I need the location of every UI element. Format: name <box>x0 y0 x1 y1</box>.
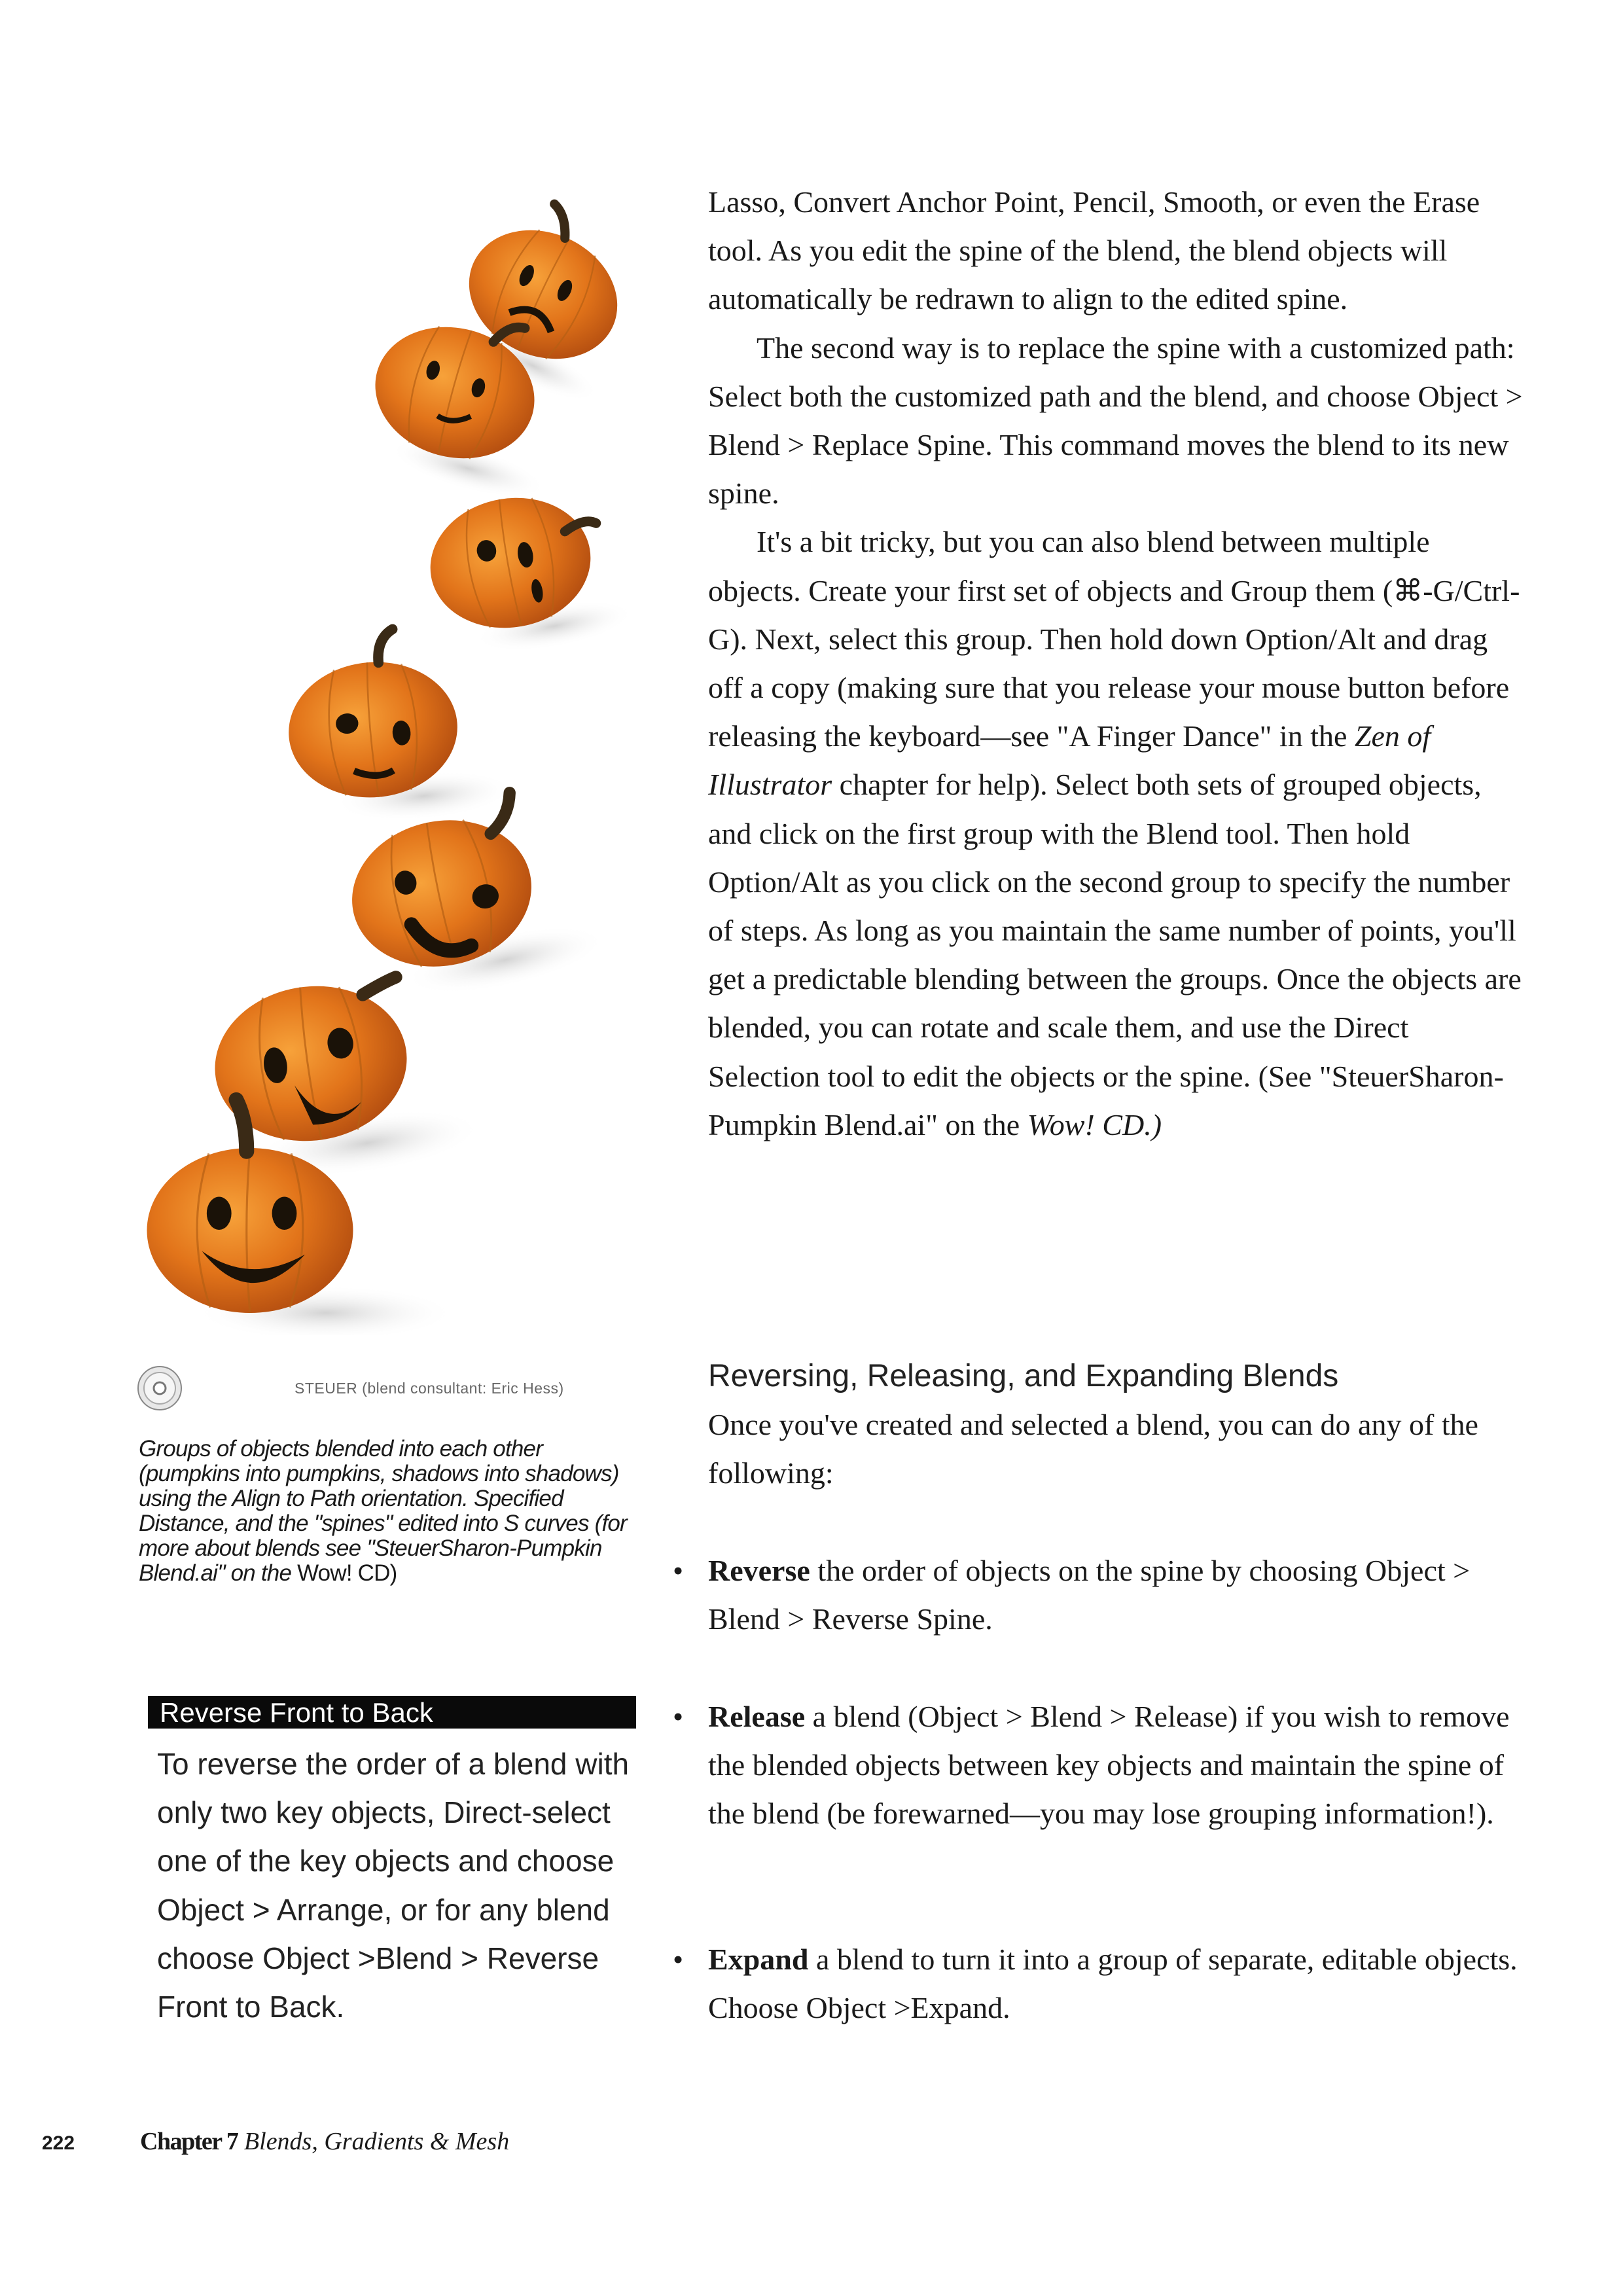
figure-caption: Groups of objects blended into each other (pumpkins into pumpkins, shadows into shadows) using the Align to Path orientation. Specified Distance, and the "spines" edited into S curves (for more about blends see "SteuerSharon-Pumpkin Blend.ai" on the Wow! CD) <box>139 1436 627 1586</box>
section-heading: Reversing, Releasing, and Expanding Blends <box>708 1359 1339 1393</box>
wow-cd-reference: Wow! CD.) <box>1027 1107 1162 1141</box>
cd-icon <box>136 1365 183 1412</box>
pumpkin-blend-illustration <box>131 183 668 1335</box>
figure-credit: STEUER (blend consultant: Eric Hess) <box>294 1380 564 1397</box>
pumpkin-face-4 <box>280 620 516 831</box>
paragraph-multiple-objects: It's a bit tricky, but you can also blend between multiple objects. Create your first set of objects and Group them (⌘-G/Ctrl-G). Next, select this group. Then hold down Option/Alt and drag off a copy (making sure that you release your mouse button before releasing the keyboard—see "A Finger Dance" in the Zen of Illustrator chapter for help). Select both sets of grouped objects, and click on the first group with the Blend tool. Then hold Option/Alt as you click on the second group to specify the number of steps. As long as you maintain the same number of points, you'll get a predictable blending between the groups. Once the objects are blended, you can rotate and scale them, and use the Direct Selection tool to edit the objects or the spine. (See "SteuerSharon-Pumpkin Blend.ai" on the Wow! CD.) <box>708 525 1522 1141</box>
paragraph-spine-edit: Lasso, Convert Anchor Point, Pencil, Smooth, or even the Erase tool. As you edit the spine of the blend, the blend objects will automatically be redrawn to align to the edited spine. <box>708 185 1480 316</box>
bullet-release: • Release a blend (Object > Blend > Release) if you wish to remove the blended objects between key objects and maintain the spine of the blend (be forewarned—you may lose grouping information!). <box>708 1693 1523 1839</box>
section-intro: Once you've created and selected a blend, you can do any of the following: <box>708 1408 1478 1490</box>
chapter-footer: Chapter 7 Blends, Gradients & Mesh <box>140 2128 510 2155</box>
paragraph-replace-spine: The second way is to replace the spine with a customized path: Select both the customized path and the blend, and choose Object > Blend > Replace Spine. This command moves the blend to its new spine. <box>708 331 1523 511</box>
main-text-column <box>708 178 1523 1149</box>
bullet-icon: • <box>673 1700 684 1733</box>
pumpkin-face-3 <box>420 480 637 666</box>
bullet-icon: • <box>673 1554 684 1587</box>
bullet-expand: • Expand a blend to turn it into a group of separate, editable objects. Choose Object >Expand. <box>708 1935 1523 2032</box>
book-chapter-reference: Zen of Illustrator <box>708 719 1431 802</box>
bullet-reverse: • Reverse the order of objects on the spine by choosing Object > Blend > Reverse Spine. <box>708 1547 1523 1643</box>
tip-title: Reverse Front to Back <box>148 1696 636 1729</box>
page-number: 222 <box>42 2132 75 2154</box>
bullet-icon: • <box>673 1943 684 1976</box>
tip-body: To reverse the order of a blend with only two key objects, Direct-select one of the key objects and choose Object > Arrange, or for any blend choose Object >Blend > Reverse Front to Back. <box>157 1747 630 2024</box>
